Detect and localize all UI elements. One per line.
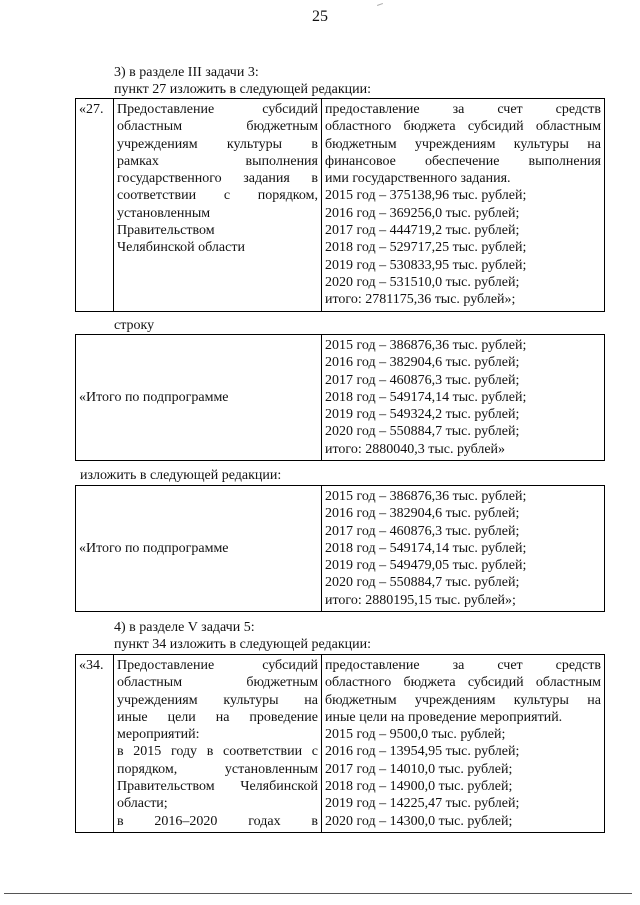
- year-amount: 2018 год – 14900,0 тыс. рублей;: [325, 779, 513, 795]
- funding-cell: [322, 335, 605, 461]
- year-amount: 2020 год – 531510,0 тыс. рублей;: [325, 274, 520, 290]
- measure-line: иные цели на проведение: [117, 709, 318, 725]
- measure-line: Челябинской области: [117, 240, 245, 256]
- stroku-text: строку: [114, 318, 155, 333]
- year-amount: 2020 год – 550884,7 тыс. рублей;: [325, 424, 520, 440]
- year-amount: 2015 год – 386876,36 тыс. рублей;: [325, 489, 527, 504]
- year-amount: 2017 год – 460876,3 тыс. рублей;: [325, 523, 520, 539]
- row-number: «27.: [76, 99, 114, 312]
- year-amount: 2015 год – 9500,0 тыс. рублей;: [325, 727, 506, 743]
- measure-line: учреждениям культуры в: [117, 136, 318, 152]
- measure-line: государственного задания в: [117, 171, 318, 187]
- year-amount: 2019 год – 530833,95 тыс. рублей;: [325, 257, 527, 273]
- table-row: [76, 99, 605, 312]
- funding-text-line: предоставление за счет средств: [325, 658, 601, 673]
- year-amount: 2017 год – 14010,0 тыс. рублей;: [325, 761, 513, 777]
- page-number: 25: [312, 8, 328, 25]
- measure-line: областным бюджетным: [117, 675, 318, 691]
- subprogram-label: «Итого по подпрограмме: [76, 335, 322, 461]
- measure-line: мероприятий:: [117, 727, 200, 743]
- funding-text-line: областного бюджета субсидий областным: [325, 119, 601, 135]
- point-34-table: [75, 654, 605, 833]
- year-amount: 2018 год – 549174,14 тыс. рублей;: [325, 389, 527, 405]
- izlozhit-text: изложить в следующей редакции:: [80, 468, 282, 483]
- year-amount: 2018 год – 529717,25 тыс. рублей;: [325, 240, 527, 256]
- table-row: [76, 486, 605, 612]
- year-amount: 2018 год – 549174,14 тыс. рублей;: [325, 540, 527, 556]
- funding-text-line: бюджетным учреждениям культуры на: [325, 692, 601, 708]
- funding-cell: [322, 99, 605, 312]
- year-amount: 2015 год – 386876,36 тыс. рублей;: [325, 338, 527, 353]
- section3-instruction: пункт 27 изложить в следующей редакции:: [114, 82, 371, 97]
- total-amount: итого: 2880040,3 тыс. рублей»: [325, 441, 506, 457]
- measure-line: установленным: [117, 205, 211, 221]
- section3-heading: 3) в разделе III задачи 3:: [114, 65, 259, 80]
- total-amount: итого: 2880195,15 тыс. рублей»;: [325, 592, 516, 608]
- measure-line: Правительством Челябинской: [117, 779, 318, 795]
- funding-cell: [322, 655, 605, 833]
- year-amount: 2016 год – 382904,6 тыс. рублей;: [325, 355, 520, 371]
- measure-line: учреждениям культуры на: [117, 692, 318, 708]
- year-amount: 2016 год – 382904,6 тыс. рублей;: [325, 506, 520, 522]
- year-amount: 2020 год – 14300,0 тыс. рублей;: [325, 813, 513, 829]
- old-totals-table: [75, 334, 605, 461]
- measure-line: Предоставление субсидий: [117, 658, 318, 673]
- measure-line: области;: [117, 796, 168, 812]
- year-amount: 2019 год – 14225,47 тыс. рублей;: [325, 796, 520, 812]
- measure-line: в 2016–2020 годах в: [117, 813, 318, 829]
- year-amount: 2017 год – 460876,3 тыс. рублей;: [325, 372, 520, 388]
- funding-text-line: финансовое обеспечение выполнения: [325, 153, 601, 169]
- funding-text-line: предоставление за счет средств: [325, 102, 601, 117]
- point-27-table: [75, 98, 605, 312]
- scan-mark: [377, 3, 383, 6]
- measure-line: Предоставление субсидий: [117, 102, 318, 117]
- table-row: [76, 335, 605, 461]
- funding-text-line: ими государственного задания.: [325, 171, 511, 187]
- funding-cell: [322, 486, 605, 612]
- section4-instruction: пункт 34 изложить в следующей редакции:: [114, 637, 371, 652]
- measure-line: соответствии с порядком,: [117, 188, 318, 204]
- table-row: [76, 655, 605, 833]
- year-amount: 2017 год – 444719,2 тыс. рублей;: [325, 223, 520, 239]
- year-amount: 2016 год – 13954,95 тыс. рублей;: [325, 744, 520, 760]
- funding-text-line: иные цели на проведение мероприятий.: [325, 709, 563, 725]
- measure-line: областным бюджетным: [117, 119, 318, 135]
- year-amount: 2015 год – 375138,96 тыс. рублей;: [325, 188, 527, 204]
- measure-line: рамках выполнения: [117, 153, 318, 169]
- new-totals-table: [75, 485, 605, 612]
- page-bottom-rule: [4, 893, 632, 894]
- total-amount: итого: 2781175,36 тыс. рублей»;: [325, 292, 516, 308]
- row-number: «34.: [76, 655, 114, 833]
- measure-line: в 2015 году в соответствии с: [117, 744, 318, 760]
- measure-name-cell: [114, 99, 322, 312]
- measure-name-cell: [114, 655, 322, 833]
- year-amount: 2016 год – 369256,0 тыс. рублей;: [325, 205, 520, 221]
- funding-text-line: областного бюджета субсидий областным: [325, 675, 601, 691]
- year-amount: 2019 год – 549324,2 тыс. рублей;: [325, 407, 520, 423]
- section4-heading: 4) в разделе V задачи 5:: [114, 620, 255, 635]
- funding-text-line: бюджетным учреждениям культуры на: [325, 136, 601, 152]
- measure-line: Правительством: [117, 223, 215, 239]
- subprogram-label: «Итого по подпрограмме: [76, 486, 322, 612]
- year-amount: 2019 год – 549479,05 тыс. рублей;: [325, 558, 527, 574]
- measure-line: порядком, установленным: [117, 761, 318, 777]
- year-amount: 2020 год – 550884,7 тыс. рублей;: [325, 575, 520, 591]
